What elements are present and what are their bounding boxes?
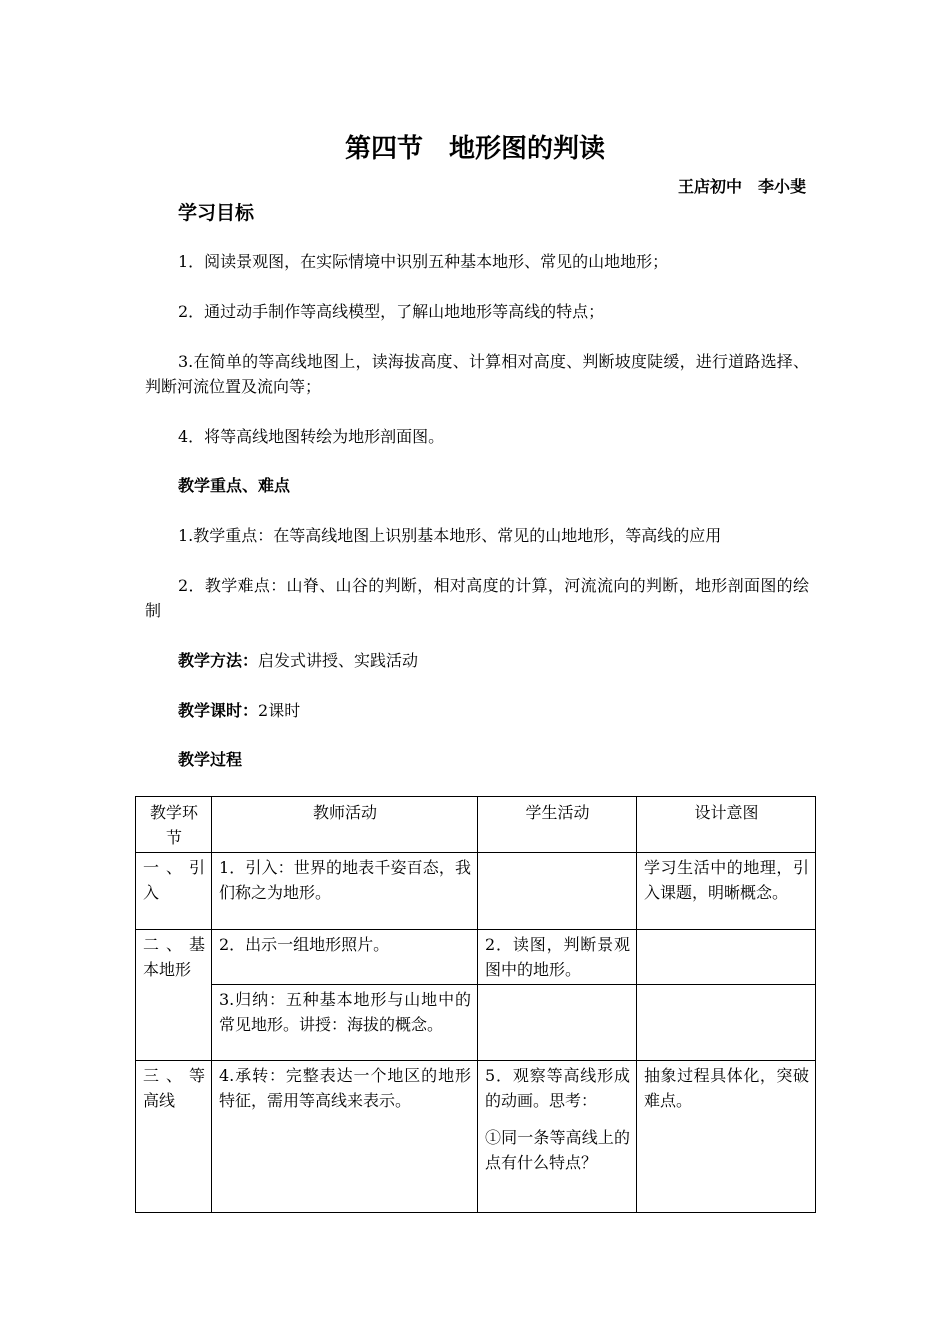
teaching-method <box>145 648 809 673</box>
teaching-method-value: 启发式讲授、实践活动 <box>258 651 419 670</box>
objective-item: 1．阅读景观图，在实际情境中识别五种基本地形、常见的山地地形； <box>178 252 669 271</box>
student-cell <box>478 853 637 930</box>
key-points-heading: 教学重点、难点 <box>178 476 291 495</box>
stage-cell: 一、引入 <box>136 853 212 930</box>
intent-cell: 抽象过程具体化，突破难点。 <box>637 1061 816 1213</box>
teacher-cell: 1．引入：世界的地表千姿百态，我们称之为地形。 <box>212 853 478 930</box>
table-row <box>136 985 816 1061</box>
objectives-heading: 学习目标 <box>178 202 255 224</box>
table-row <box>136 1061 816 1213</box>
teaching-method-label: 教学方法： <box>178 651 259 670</box>
intent-cell: 学习生活中的地理，引入课题，明晰概念。 <box>637 853 816 930</box>
objective-item: 3.在简单的等高线地图上，读海拔高度、计算相对高度、判断坡度陡缓，进行道路选择、判断河流位置及流向等； <box>145 352 809 396</box>
intent-cell <box>637 930 816 985</box>
page-title: 第四节 地形图的判读 <box>344 134 605 164</box>
header-stage: 教学环节 <box>136 797 212 853</box>
stage-cell: 三、等高线 <box>136 1061 212 1213</box>
author-line: 王店初中 李小斐 <box>677 177 806 196</box>
table-row <box>136 930 816 985</box>
objective-item: 2．通过动手制作等高线模型，了解山地地形等高线的特点； <box>178 302 605 321</box>
header-student: 学生活动 <box>478 797 637 853</box>
student-cell: 2．读图，判断景观图中的地形。 <box>478 930 637 985</box>
teaching-hours <box>145 698 809 723</box>
teacher-cell: 4.承转：完整表达一个地区的地形特征，需用等高线来表示。 <box>212 1061 478 1213</box>
intent-cell <box>637 985 816 1061</box>
teacher-cell: 2．出示一组地形照片。 <box>212 930 478 985</box>
table-row <box>136 853 816 930</box>
header-intent: 设计意图 <box>637 797 816 853</box>
objective-item: 4．将等高线地图转绘为地形剖面图。 <box>178 427 445 446</box>
process-heading: 教学过程 <box>178 750 243 769</box>
difficult-point-item: 2．教学难点：山脊、山谷的判断，相对高度的计算，河流流向的判断，地形剖面图的绘制 <box>145 576 809 620</box>
teaching-hours-label: 教学课时： <box>178 701 259 720</box>
student-question-text: ①同一条等高线上的点有什么特点？ <box>485 1128 630 1172</box>
student-activity-text: 5．观察等高线形成的动画。思考： <box>485 1066 630 1110</box>
teacher-cell: 3.归纳：五种基本地形与山地中的常见地形。讲授：海拔的概念。 <box>212 985 478 1061</box>
table-header-row <box>136 797 816 853</box>
teaching-hours-value: 2课时 <box>258 701 301 720</box>
key-point-item: 1.教学重点：在等高线地图上识别基本地形、常见的山地地形，等高线的应用 <box>178 526 722 545</box>
header-teacher: 教师活动 <box>212 797 478 853</box>
teaching-process-table <box>135 796 816 1213</box>
student-cell <box>478 1061 637 1213</box>
student-cell <box>478 985 637 1061</box>
stage-cell: 二、基本地形 <box>136 930 212 1061</box>
